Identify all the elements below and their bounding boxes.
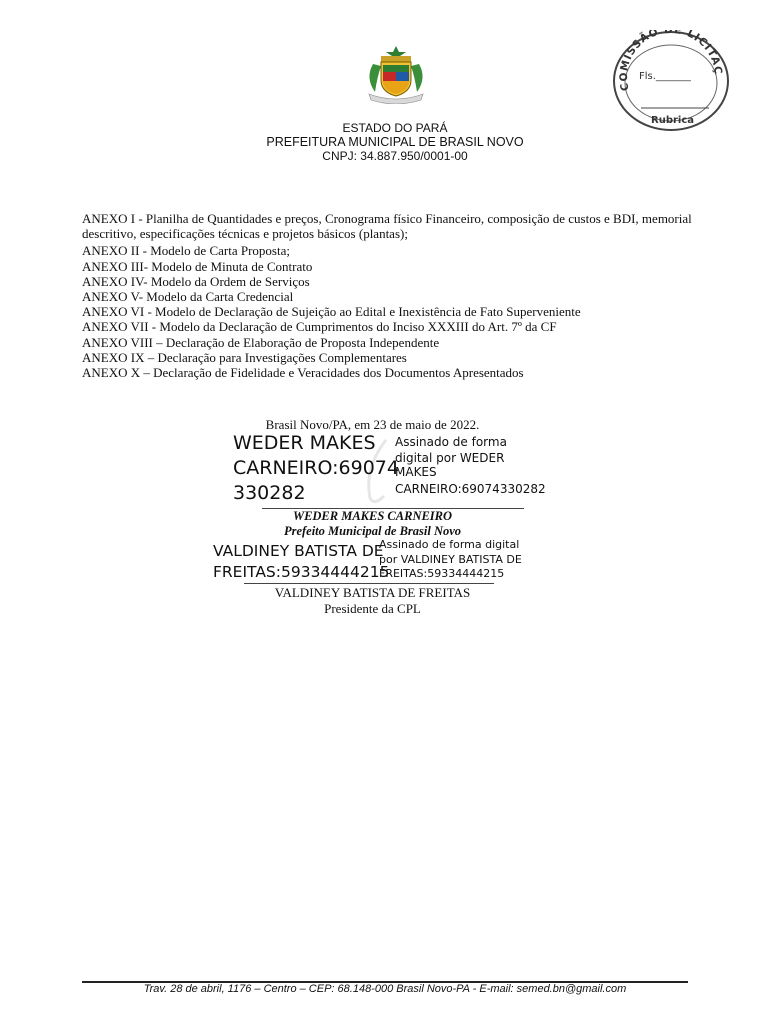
annex-item: ANEXO II - Modelo de Carta Proposta;: [82, 243, 290, 259]
bidding-commission-stamp: [611, 30, 731, 132]
signature-1-name: WEDER MAKES CARNEIRO: [292, 509, 453, 523]
svg-text:COMISSÃO DE LICITAÇÃO: [611, 30, 724, 92]
signature-2-name-block: [213, 541, 389, 583]
signature-1-note-line: digital por WEDER: [395, 451, 505, 465]
annex-list: [82, 211, 722, 380]
signature-2-big-line: VALDINEY BATISTA DE: [213, 542, 384, 560]
signature-1-note-line: MAKES: [395, 465, 437, 479]
header-prefecture: PREFEITURA MUNICIPAL DE BRASIL NOVO: [266, 135, 524, 149]
signature-2-line: [244, 583, 494, 584]
signature-1-big-line: 330282: [233, 482, 306, 504]
signature-1-note-line: Assinado de forma: [395, 435, 507, 449]
header-state: ESTADO DO PARÁ: [342, 121, 448, 135]
signature-1-role: Prefeito Municipal de Brasil Novo: [283, 524, 462, 538]
footer-address: Trav. 28 de abril, 1176 – Centro – CEP: 68.148-000 Brasil Novo-PA - E-mail: semed.bn@gmail.com: [143, 983, 627, 995]
signature-2-digital-note: [379, 538, 522, 582]
signature-2-note-line: por VALDINEY BATISTA DE: [379, 552, 522, 566]
signature-1-digital-note: [395, 434, 546, 497]
signature-1-big-line: CARNEIRO:69074: [233, 457, 399, 479]
stamp-ring-text: COMISSÃO E LICITAÇ: [617, 30, 725, 92]
stamp-rubrica-label: Rubrica: [651, 115, 695, 126]
signature-1-big-line: WEDER MAKES: [233, 432, 376, 454]
annex-item: ANEXO VII - Modelo da Declaração de Cumprimentos do Inciso XXXIII do Art. 7º da CF: [82, 319, 557, 335]
date-line: Brasil Novo/PA, em 23 de maio de 2022.: [265, 417, 480, 432]
annex-item: ANEXO I - Planilha de Quantidades e preços, Cronograma físico Financeiro, composição de custos e BDI, memorial descritivo, especificações técnicas e projetos básicos (plantas);: [82, 211, 692, 242]
signature-1-note-line: CARNEIRO:69074330282: [395, 482, 546, 496]
annex-item: ANEXO VI - Modelo de Declaração de Sujeição ao Edital e Inexistência de Fato Superveniente: [82, 304, 581, 320]
annex-item: ANEXO IV- Modelo da Ordem de Serviços: [82, 273, 310, 289]
municipal-coat-of-arms: [363, 44, 429, 104]
annex-item: ANEXO X – Declaração de Fidelidade e Veracidades dos Documentos Apresentados: [82, 365, 524, 381]
signature-2-name: VALDINEY BATISTA DE FREITAS: [274, 585, 471, 600]
annex-item: ANEXO VIII – Declaração de Elaboração de Proposta Independente: [82, 334, 440, 350]
header-cnpj: CNPJ: 34.887.950/0001-00: [322, 149, 468, 163]
signature-2-role: Presidente da CPL: [324, 601, 421, 616]
annex-item: ANEXO V- Modelo da Carta Credencial: [82, 289, 294, 305]
stamp-fls-label: Fls._______: [639, 71, 691, 82]
signature-1-name-block: [233, 431, 399, 506]
annex-item: ANEXO III- Modelo de Minuta de Contrato: [82, 258, 313, 274]
signature-2-note-line: Assinado de forma digital: [379, 538, 520, 551]
signature-2-note-line: FREITAS:59334444215: [379, 567, 505, 580]
annex-item: ANEXO IX – Declaração para Investigações Complementares: [82, 349, 407, 365]
signature-2-big-line: FREITAS:59334444215: [213, 563, 390, 581]
